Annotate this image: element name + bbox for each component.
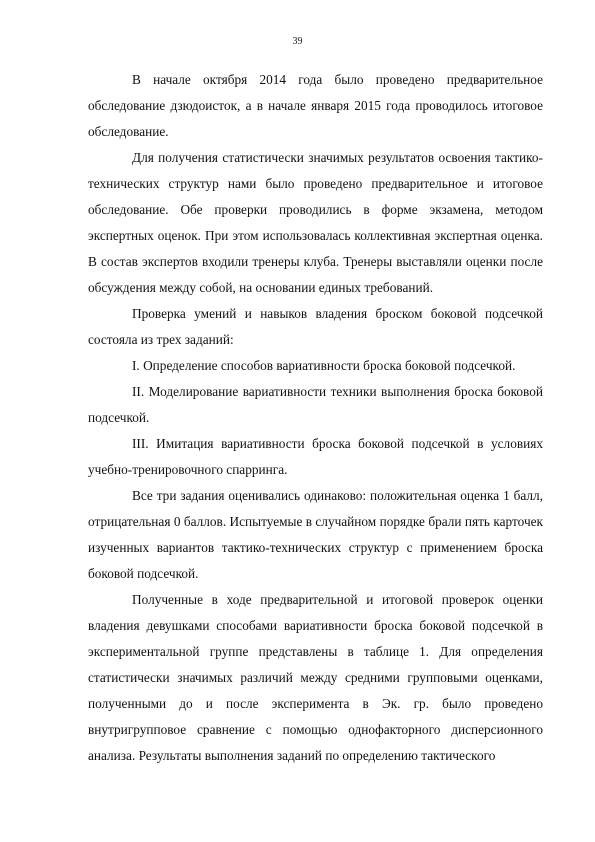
list-item-task-3: III. Имитация вариативности броска боковой подсечкой в условиях учебно-тренировочного спарринга. [88, 436, 543, 477]
paragraph-scoring: Все три задания оценивались одинаково: положительная оценка 1 балл, отрицательная 0 баллов. Испытуемые в случайном порядке брали пять карточек изученных вариантов тактико-технических структур с применением броска боковой подсечкой. [88, 488, 543, 581]
list-item-task-2: II. Моделирование вариативности техники выполнения броска боковой подсечкой. [88, 384, 543, 425]
document-body [88, 67, 543, 769]
paragraph-expert-assessment: Для получения статистически значимых результатов освоения тактико-технических структур нами было проведено предварительное и итоговое обследование. Обе проверки проводились в форме экзамена, методом экспертных оценок. При этом использовалась коллективная экспертная оценка. В состав экспертов входили тренеры клуба. Тренеры выставляли оценки после обсуждения между собой, на основании единых требований. [88, 150, 543, 295]
paragraph-results: Полученные в ходе предварительной и итоговой проверок оценки владения девушками способами вариативности броска боковой подсечкой в экспериментальной группе представлены в таблице 1. Для определения статистически значимых различий между средними групповыми оценками, полученными до и после эксперимента в Эк. гр. было проведено внутригрупповое сравнение с помощью однофакторного дисперсионного анализа. Результаты выполнения заданий по определению тактического [88, 592, 543, 763]
page-number: 39 [292, 36, 303, 47]
paragraph-survey-dates: В начале октября 2014 года было проведено предварительное обследование дзюдоисток, а в начале января 2015 года проводилось итоговое обследование. [88, 72, 543, 139]
paragraph-tasks-intro: Проверка умений и навыков владения броском боковой подсечкой состояла из трех заданий: [88, 306, 543, 347]
list-item-task-1: I. Определение способов вариативности броска боковой подсечкой. [132, 358, 516, 373]
